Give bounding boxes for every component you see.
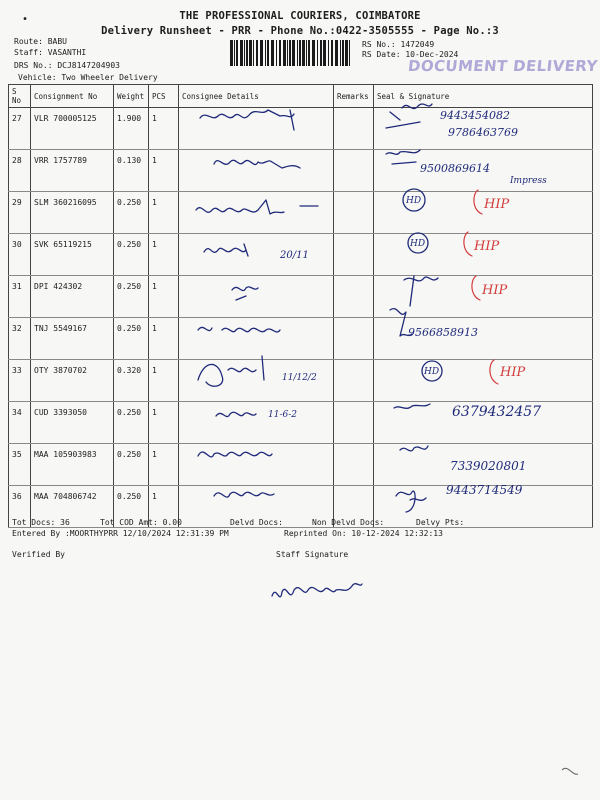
barcode-bar <box>349 40 350 66</box>
row-seal-signature <box>374 192 593 234</box>
table-row <box>9 108 593 150</box>
row-weight: 0.250 <box>114 192 149 234</box>
row-seal-signature <box>374 150 593 192</box>
row-seal-signature <box>374 402 593 444</box>
row-weight: 0.320 <box>114 360 149 402</box>
row-weight: 0.250 <box>114 276 149 318</box>
row-pcs: 1 <box>149 276 179 318</box>
col-remarks: Remarks <box>334 85 374 108</box>
handwritten-phone-35: 7339020801 <box>450 459 527 473</box>
row-seal-signature <box>374 234 593 276</box>
barcode-bar <box>276 40 277 66</box>
row-consignee-details <box>179 108 334 150</box>
barcode-image <box>230 40 354 66</box>
handwritten-date-30: 20/11 <box>280 250 309 261</box>
non-delivered-docs: Non Delvd Docs: <box>312 518 385 527</box>
handwritten-hip-31: HIP <box>482 283 508 298</box>
barcode-bar <box>249 40 252 66</box>
row-pcs: 1 <box>149 486 179 528</box>
col-consignee-details: Consignee Details <box>179 85 334 108</box>
staff-label: Staff: VASANTHI <box>14 48 87 57</box>
rs-date: RS Date: 10-Dec-2024 <box>362 50 459 59</box>
table-row <box>9 234 593 276</box>
barcode-bar <box>230 40 233 66</box>
row-remarks <box>334 318 374 360</box>
barcode-bar <box>302 40 305 66</box>
row-seal-signature <box>374 444 593 486</box>
entered-by: Entered By :MOORTHYPRR 12/10/2024 12:31:39 PM <box>12 529 229 538</box>
barcode-bar <box>292 40 295 66</box>
row-remarks <box>334 360 374 402</box>
row-remarks <box>334 444 374 486</box>
barcode-bar <box>320 40 322 66</box>
row-consignment-no: VLR 700005125 <box>31 108 114 150</box>
row-seal-signature <box>374 360 593 402</box>
row-remarks <box>334 402 374 444</box>
row-consignment-no: SVK 65119215 <box>31 234 114 276</box>
runsheet-table <box>8 84 593 528</box>
barcode-bar <box>236 40 238 66</box>
row-seal-signature <box>374 276 593 318</box>
handwritten-hip-29: HIP <box>484 197 510 212</box>
row-sno: 35 <box>9 444 31 486</box>
staff-signature-label: Staff Signature <box>276 550 349 559</box>
barcode-bar <box>323 40 326 66</box>
row-consignee-details <box>179 360 334 402</box>
handwritten-phone-36: 9443714549 <box>446 483 523 497</box>
row-weight: 1.900 <box>114 108 149 150</box>
barcode-bar <box>297 40 298 66</box>
row-seal-signature <box>374 486 593 528</box>
row-consignee-details <box>179 318 334 360</box>
table-row <box>9 486 593 528</box>
row-sno: 36 <box>9 486 31 528</box>
table-row <box>9 360 593 402</box>
handwritten-note-28: Impress <box>510 176 547 186</box>
col-sno: S No <box>9 85 31 108</box>
row-consignment-no: MAA 704806742 <box>31 486 114 528</box>
verified-by-label: Verified By <box>12 550 65 559</box>
barcode-bar <box>328 40 329 66</box>
row-pcs: 1 <box>149 360 179 402</box>
header-bullet: • <box>22 14 29 25</box>
total-docs: Tot Docs: 36 <box>12 518 70 527</box>
barcode-bar <box>289 40 291 66</box>
table-row <box>9 444 593 486</box>
handwritten-phone-28: 9500869614 <box>420 162 490 175</box>
row-weight: 0.250 <box>114 234 149 276</box>
row-sno: 30 <box>9 234 31 276</box>
barcode-bar <box>283 40 286 66</box>
barcode-bar <box>267 40 269 66</box>
barcode-bar <box>234 40 235 66</box>
handwritten-hip-30: HIP <box>474 239 500 254</box>
drs-number: DRS No.: DCJ8147204903 <box>14 61 120 70</box>
col-consignment-no: Consignment No <box>31 85 114 108</box>
row-seal-signature <box>374 108 593 150</box>
barcode-bar <box>335 40 338 66</box>
handwritten-phone-32: 9566858913 <box>408 326 478 339</box>
document-delivery-stamp: DOCUMENT DELIVERY <box>407 57 599 75</box>
barcode-bar <box>331 40 333 66</box>
row-pcs: 1 <box>149 192 179 234</box>
vehicle-label: Vehicle: Two Wheeler Delivery <box>18 73 158 82</box>
table-header-row <box>9 85 593 108</box>
row-pcs: 1 <box>149 318 179 360</box>
barcode-bar <box>345 40 348 66</box>
barcode-bar <box>342 40 344 66</box>
row-sno: 28 <box>9 150 31 192</box>
handwritten-phone-34: 6379432457 <box>452 404 542 420</box>
barcode-bar <box>279 40 281 66</box>
handwritten-phone-27b: 9786463769 <box>448 126 518 139</box>
row-pcs: 1 <box>149 444 179 486</box>
row-pcs: 1 <box>149 234 179 276</box>
barcode-bar <box>260 40 263 66</box>
row-weight: 0.130 <box>114 150 149 192</box>
handwritten-hip-33: HIP <box>500 365 526 380</box>
row-seal-signature <box>374 318 593 360</box>
row-consignment-no: SLM 360216095 <box>31 192 114 234</box>
company-title: THE PROFESSIONAL COURIERS, COIMBATORE <box>179 10 421 22</box>
runsheet-subtitle: Delivery Runsheet - PRR - Phone No.:0422-3505555 - Page No.:3 <box>101 25 499 37</box>
row-weight: 0.250 <box>114 486 149 528</box>
reprinted-on: Reprinted On: 10-12-2024 12:32:13 <box>284 529 443 538</box>
barcode-bar <box>265 40 266 66</box>
table-row <box>9 276 593 318</box>
handwritten-date-34: 11-6-2 <box>268 410 297 420</box>
barcode-bar <box>306 40 307 66</box>
barcode-bar <box>240 40 243 66</box>
row-remarks <box>334 108 374 150</box>
handwritten-hd-33: HD <box>424 367 440 377</box>
barcode-bar <box>312 40 315 66</box>
barcode-bar <box>317 40 318 66</box>
col-pcs: PCS <box>149 85 179 108</box>
total-cod-amount: Tot COD Amt: 0.00 <box>100 518 182 527</box>
barcode-bar <box>253 40 254 66</box>
row-sno: 29 <box>9 192 31 234</box>
row-consignee-details <box>179 192 334 234</box>
row-consignee-details <box>179 276 334 318</box>
barcode-bar <box>308 40 310 66</box>
row-sno: 31 <box>9 276 31 318</box>
row-consignee-details <box>179 234 334 276</box>
handwritten-hd-30: HD <box>410 239 426 249</box>
delivery-points: Delvy Pts: <box>416 518 465 527</box>
row-sno: 34 <box>9 402 31 444</box>
row-remarks <box>334 234 374 276</box>
table-row <box>9 150 593 192</box>
row-weight: 0.250 <box>114 444 149 486</box>
delivered-docs: Delvd Docs: <box>230 518 283 527</box>
corner-pencil-mark <box>562 768 578 774</box>
row-consignment-no: CUD 3393050 <box>31 402 114 444</box>
row-sno: 33 <box>9 360 31 402</box>
row-pcs: 1 <box>149 402 179 444</box>
barcode-bar <box>299 40 301 66</box>
barcode-bar <box>246 40 248 66</box>
barcode-bar <box>340 40 341 66</box>
barcode-bar <box>244 40 245 66</box>
row-sno: 27 <box>9 108 31 150</box>
staff-signature <box>272 584 362 597</box>
row-remarks <box>334 192 374 234</box>
table-row <box>9 318 593 360</box>
col-weight: Weight <box>114 85 149 108</box>
row-sno: 32 <box>9 318 31 360</box>
row-consignment-no: VRR 1757789 <box>31 150 114 192</box>
row-consignee-details <box>179 150 334 192</box>
barcode-bar <box>271 40 274 66</box>
row-consignment-no: OTY 3870702 <box>31 360 114 402</box>
row-consignee-details <box>179 444 334 486</box>
row-remarks <box>334 276 374 318</box>
barcode-bar <box>287 40 288 66</box>
barcode-bar <box>256 40 258 66</box>
handwritten-date-33: 11/12/2 <box>282 373 317 383</box>
row-consignment-no: DPI 424302 <box>31 276 114 318</box>
row-pcs: 1 <box>149 150 179 192</box>
rs-number: RS No.: 1472049 <box>362 40 435 49</box>
row-remarks <box>334 150 374 192</box>
table-row <box>9 192 593 234</box>
row-consignee-details <box>179 402 334 444</box>
table-row <box>9 402 593 444</box>
handwritten-hd-29: HD <box>406 196 422 206</box>
handwritten-phone-27a: 9443454082 <box>440 109 510 122</box>
row-weight: 0.250 <box>114 402 149 444</box>
row-pcs: 1 <box>149 108 179 150</box>
row-consignment-no: TNJ 5549167 <box>31 318 114 360</box>
row-consignment-no: MAA 105903983 <box>31 444 114 486</box>
route-label: Route: BABU <box>14 37 67 46</box>
row-weight: 0.250 <box>114 318 149 360</box>
col-seal-signature: Seal & Signature <box>374 85 593 108</box>
